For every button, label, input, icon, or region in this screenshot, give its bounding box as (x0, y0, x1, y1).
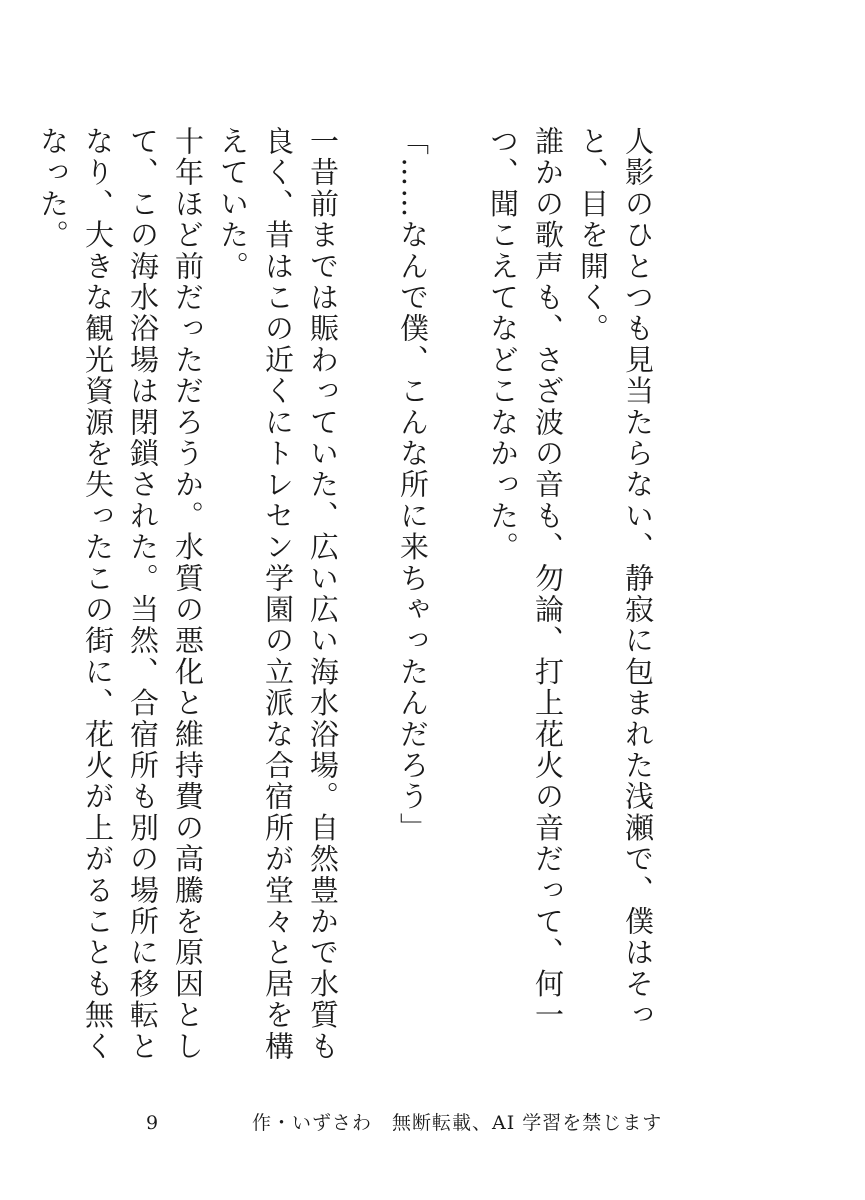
dialogue-line: 「……なんで僕、こんな所に来ちゃったんだろう」 (396, 126, 430, 844)
paragraph: 十年ほど前だっただろうか。水質の悪化と維持費の高騰を原因として、この海水浴場は閉鎖された。当然、合宿所も別の場所に移転となり、大きな観光資源を失ったこの街に、花火が上がることも無くなった。 (36, 126, 205, 1062)
paragraph: 一昔前までは賑わっていた、広い広い海水浴場。自然豊かで水質も良く、昔はこの近くにトレセン学園の立派な合宿所が堂々と居を構えていた。 (216, 126, 340, 1063)
blank-line (435, 126, 480, 1076)
paragraph: 誰かの歌声も、さざ波の音も、勿論、打上花火の音だって、何一つ、聞こえてなどこなかった。 (486, 126, 565, 1031)
blank-line (345, 126, 390, 1076)
vertical-text-body (36, 126, 660, 1076)
blank-line (0, 126, 30, 1076)
author-credit: 作・いずさわ 無断転載、AI 学習を禁じます (252, 1112, 663, 1134)
paragraph: 人影のひとつも見当たらない、静寂に包まれた浅瀬で、僕はそっと、目を開く。 (576, 126, 655, 1031)
page-footer (0, 1108, 865, 1138)
page-number: 9 (146, 1112, 159, 1134)
